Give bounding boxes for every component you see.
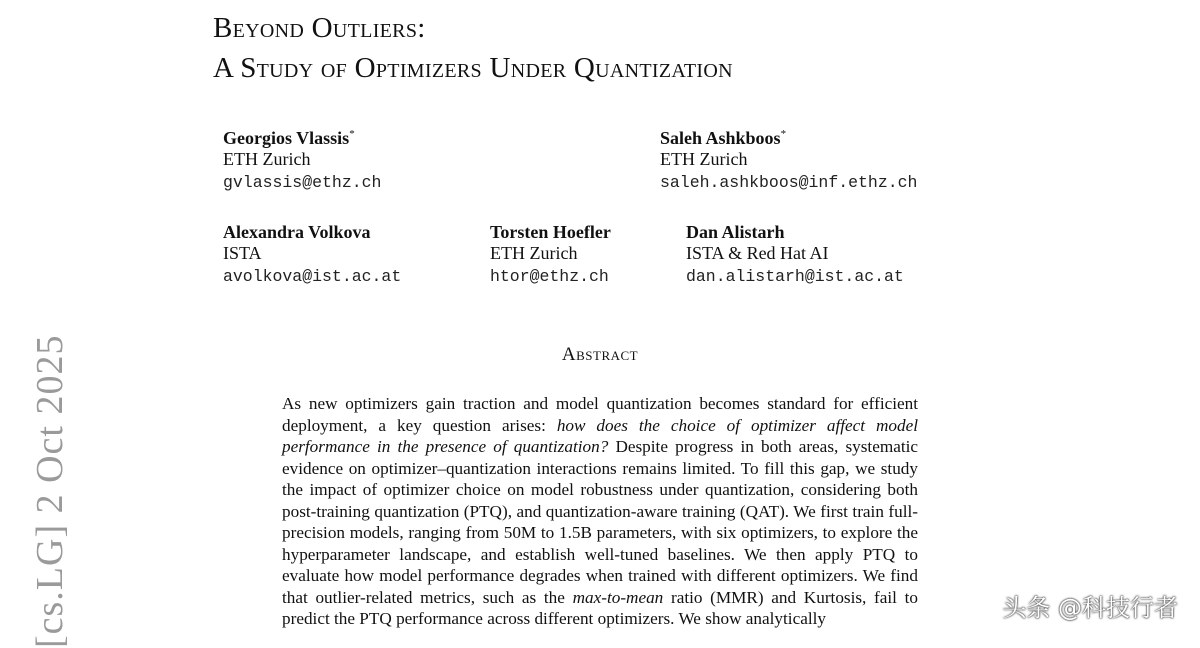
author-block-2	[660, 124, 917, 193]
author-block-3	[223, 222, 401, 287]
abstract-question: how does the choice of optimizer affect model performance in the presence of quantization?	[282, 415, 919, 456]
author-block-1	[223, 124, 381, 193]
author-affiliation: ISTA & Red Hat AI	[686, 243, 829, 263]
abstract-heading: Abstract	[561, 344, 639, 365]
author-name: Torsten Hoefler	[490, 222, 611, 242]
paper-title	[213, 8, 733, 88]
abstract-paragraph: As new optimizers gain traction and model quantization becomes standard for efficient deployment, a key question arises: how does the choice of optimizer affect model performance in the presence of quantization? Despite progress in both areas, systematic evidence on optimizer–quantization interactions remains limited. To fill this gap, we study the impact of optimizer choice on model robustness under quantization, considering both post-training quantization (PTQ), and quantization-aware training (QAT). We first train full-precision models, ranging from 50M to 1.5B parameters, with six optimizers, to explore the hyperparameter landscape, and establish well-tuned baselines. We then apply PTQ to evaluate how model performance degrades when trained with different optimizers. We find that outlier-related metrics, such as the max-to-mean ratio (MMR) and Kurtosis, fail to predict the PTQ performance across different optimizers. We show analytically	[282, 394, 919, 628]
author-name: Dan Alistarh	[686, 222, 785, 242]
author-affiliation: ETH Zurich	[223, 149, 311, 169]
author-email[interactable]: gvlassis@ethz.ch	[223, 173, 382, 192]
author-email[interactable]: htor@ethz.ch	[490, 267, 609, 286]
watermark: 头条 @科技行者	[1002, 594, 1178, 622]
author-affiliation: ISTA	[223, 243, 262, 263]
author-block-4	[490, 222, 611, 287]
title-line-1: Beyond Outliers:	[213, 12, 426, 44]
author-name: Georgios Vlassis*	[223, 128, 355, 148]
author-block-5	[686, 222, 904, 287]
author-email[interactable]: dan.alistarh@ist.ac.at	[686, 267, 904, 286]
abstract-body	[282, 393, 918, 630]
author-affiliation: ETH Zurich	[660, 149, 748, 169]
author-email[interactable]: saleh.ashkboos@inf.ethz.ch	[660, 173, 918, 192]
abstract-term: max-to-mean	[572, 587, 664, 607]
author-affiliation: ETH Zurich	[490, 243, 578, 263]
title-line-2: A Study of Optimizers Under Quantization	[213, 52, 733, 84]
author-email[interactable]: avolkova@ist.ac.at	[223, 267, 402, 286]
author-name: Alexandra Volkova	[223, 222, 371, 242]
arxiv-side-stamp: [cs.LG] 2 Oct 2025	[29, 334, 71, 648]
author-name: Saleh Ashkboos*	[660, 128, 787, 148]
